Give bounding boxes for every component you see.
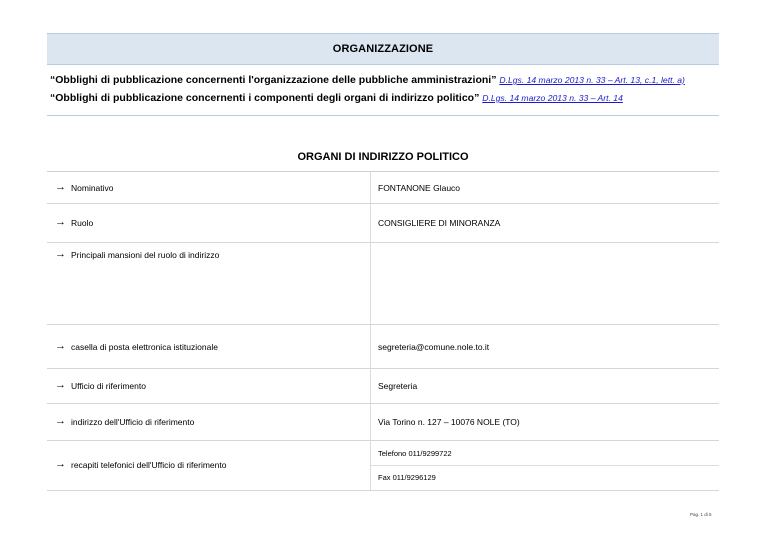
address-value: Via Torino n. 127 – 10076 NOLE (TO) [378,417,520,427]
row-label: Ufficio di riferimento [71,381,146,391]
arrow-icon: → [55,181,66,193]
row-value: CONSIGLIERE DI MINORANZA [378,218,501,228]
section-header-organizzazione [47,33,719,65]
table-row [47,325,719,369]
email-value: segreteria@comune.nole.to.it [378,342,490,352]
arrow-icon: → [55,248,66,260]
info-table [47,171,719,491]
table-row [47,243,719,325]
row-label: casella di posta elettronica istituzionale [71,342,218,352]
row-label: recapiti telefonici dell'Ufficio di riferimento [71,460,227,470]
row-value-cell [371,325,719,368]
row-value-cell [371,204,719,242]
table-row [47,204,719,243]
arrow-icon: → [55,458,66,470]
section-title: ORGANI DI INDIRIZZO POLITICO [297,151,469,163]
row-value-cell [371,172,719,203]
arrow-icon: → [55,379,66,391]
page-number: Pag. 1 di 5 [690,512,712,517]
row-value-cell [371,243,719,324]
phone-value: Telefono 011/9299722 [378,449,452,458]
obligation-line-1 [50,71,719,89]
row-value-cell [371,441,719,490]
table-row [47,172,719,204]
row-label-cell [47,204,371,242]
row-value-cell [371,404,719,440]
header-title: ORGANIZZAZIONE [332,43,434,55]
arrow-icon: → [55,340,66,352]
row-label-cell [47,325,371,368]
row-label: indirizzo dell'Ufficio di riferimento [71,417,195,427]
legal-reference-link[interactable]: D.Lgs. 14 marzo 2013 n. 33 – Art. 14 [482,93,623,103]
row-label: Principali mansioni del ruolo di indirizzo [71,250,220,260]
divider [47,115,719,116]
row-label: Nominativo [71,183,114,193]
obligation-text: “Obblighi di pubblicazione concernenti i componenti degli organi di indirizzo politico” [50,92,480,104]
row-label-cell [47,243,371,324]
row-value: FONTANONE Glauco [378,183,461,193]
row-value-cell [371,369,719,403]
obligation-line-2 [50,89,719,107]
legal-reference-link[interactable]: D.Lgs. 14 marzo 2013 n. 33 – Art. 13, c.1, lett. a) [499,75,685,85]
row-label-cell [47,404,371,440]
table-row [47,441,719,491]
obligations-list [50,71,719,107]
row-label-cell [47,441,371,490]
row-label-cell [47,172,371,203]
arrow-icon: → [55,216,66,228]
table-row [47,404,719,441]
arrow-icon: → [55,415,66,427]
obligation-text: “Obblighi di pubblicazione concernenti l'organizzazione delle pubbliche amministrazioni” [50,74,497,86]
table-row [47,369,719,404]
row-label-cell [47,369,371,403]
row-value: Segreteria [378,381,418,391]
divider [371,465,719,466]
fax-value: Fax 011/9296129 [378,473,436,482]
row-label: Ruolo [71,218,94,228]
